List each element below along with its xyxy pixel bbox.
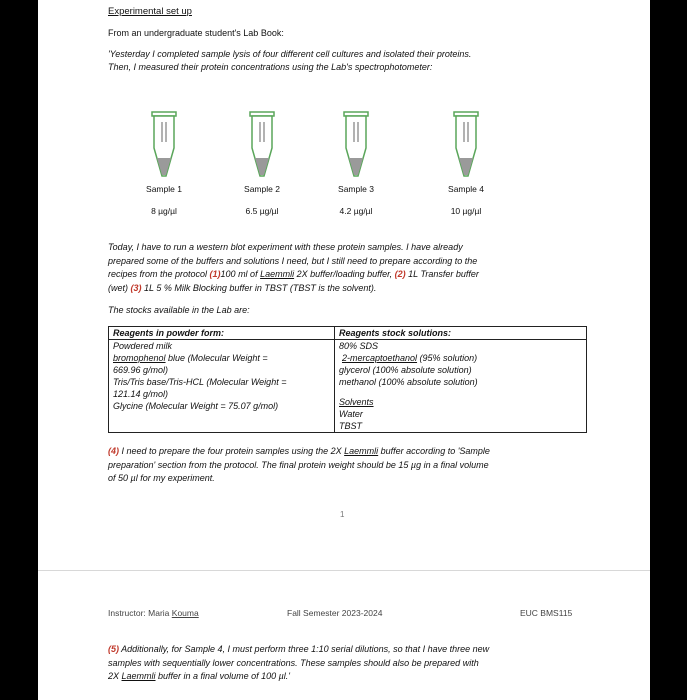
page-number: 1 [340, 510, 345, 519]
task-5-line-1: (5) Additionally, for Sample 4, I must perform three 1:10 serial dilutions, so that I have three new [108, 644, 490, 654]
sample-1-concentration: 8 µg/µl [151, 206, 177, 216]
sample-3-concentration: 4.2 µg/µl [339, 206, 373, 216]
sample-2-label: Sample 2 [244, 184, 280, 194]
powder-header: Reagents in powder form: [109, 327, 335, 340]
quote-line-1: 'Yesterday I completed sample lysis of four different cell cultures and isolated their proteins. [108, 49, 472, 59]
stock-header: Reagents stock solutions: [335, 327, 587, 340]
sample-3-label: Sample 3 [338, 184, 374, 194]
stocks-intro: The stocks available in the Lab are: [108, 305, 250, 315]
task-4-line-3: of 50 µl for my experiment. [108, 473, 215, 483]
sample-1-label: Sample 1 [146, 184, 182, 194]
task-5-marker: (5) [108, 644, 119, 654]
task-3-marker: (3) [130, 283, 142, 293]
stock-solutions-cell: 80% SDS 2-mercaptoethanol (95% solution) glycerol (100% absolute solution) methanol (100% absolute solution) Solvents Water TBST [335, 340, 587, 433]
reagents-table [108, 326, 587, 433]
footer-semester: Fall Semester 2023-2024 [287, 608, 383, 618]
sample-3-tube-icon [341, 108, 371, 180]
paragraph-line-1: Today, I have to run a western blot experiment with these protein samples. I have already [108, 242, 463, 252]
task-5-line-2: samples with sequentially lower concentrations. These samples should also be prepared with [108, 658, 479, 668]
task-4-marker: (4) [108, 446, 119, 456]
sample-4-tube-icon [451, 108, 481, 180]
task-4-line-1: (4) I need to prepare the four protein samples using the 2X Laemmli buffer according to 'Sample [108, 446, 490, 456]
footer-instructor: Instructor: Maria Kouma [108, 608, 199, 618]
document-page [38, 0, 650, 700]
paragraph-line-2: prepared some of the buffers and solutions I need, but I still need to prepare according to the [108, 256, 478, 266]
paragraph-line-4: (wet) (3) 1L 5 % Milk Blocking buffer in TBST (TBST is the solvent). [108, 283, 377, 293]
quote-line-2: Then, I measured their protein concentrations using the Lab's spectrophotometer: [108, 62, 433, 72]
powder-reagents-cell: Powdered milk bromophenol blue (Molecular Weight = 669.96 g/mol) Tris/Tris base/Tris-HCL (Molecular Weight = 121.14 g/mol) Glycine (Molecular Weight = 75.07 g/mol) [109, 340, 335, 433]
task-4-line-2: preparation' section from the protocol. The final protein weight should be 15 µg in a final volume [108, 460, 489, 470]
task-5-line-3: 2X Laemmli buffer in a final volume of 100 µl.' [108, 671, 291, 681]
footer-course: EUC BMS115 [520, 608, 573, 618]
sample-1-tube-icon [149, 108, 179, 180]
task-2-marker: (2) [394, 269, 406, 279]
section-heading: Experimental set up [108, 6, 192, 17]
paragraph-line-3: recipes from the protocol (1)100 ml of Laemmli 2X buffer/loading buffer, (2) 1L Transfer buffer [108, 269, 479, 279]
page-divider [38, 570, 650, 571]
sample-2-tube-icon [247, 108, 277, 180]
sample-4-concentration: 10 µg/µl [450, 206, 482, 216]
task-1-marker: (1) [209, 269, 221, 279]
sample-2-concentration: 6.5 µg/µl [245, 206, 279, 216]
intro-line: From an undergraduate student's Lab Book: [108, 28, 284, 38]
sample-4-label: Sample 4 [448, 184, 484, 194]
